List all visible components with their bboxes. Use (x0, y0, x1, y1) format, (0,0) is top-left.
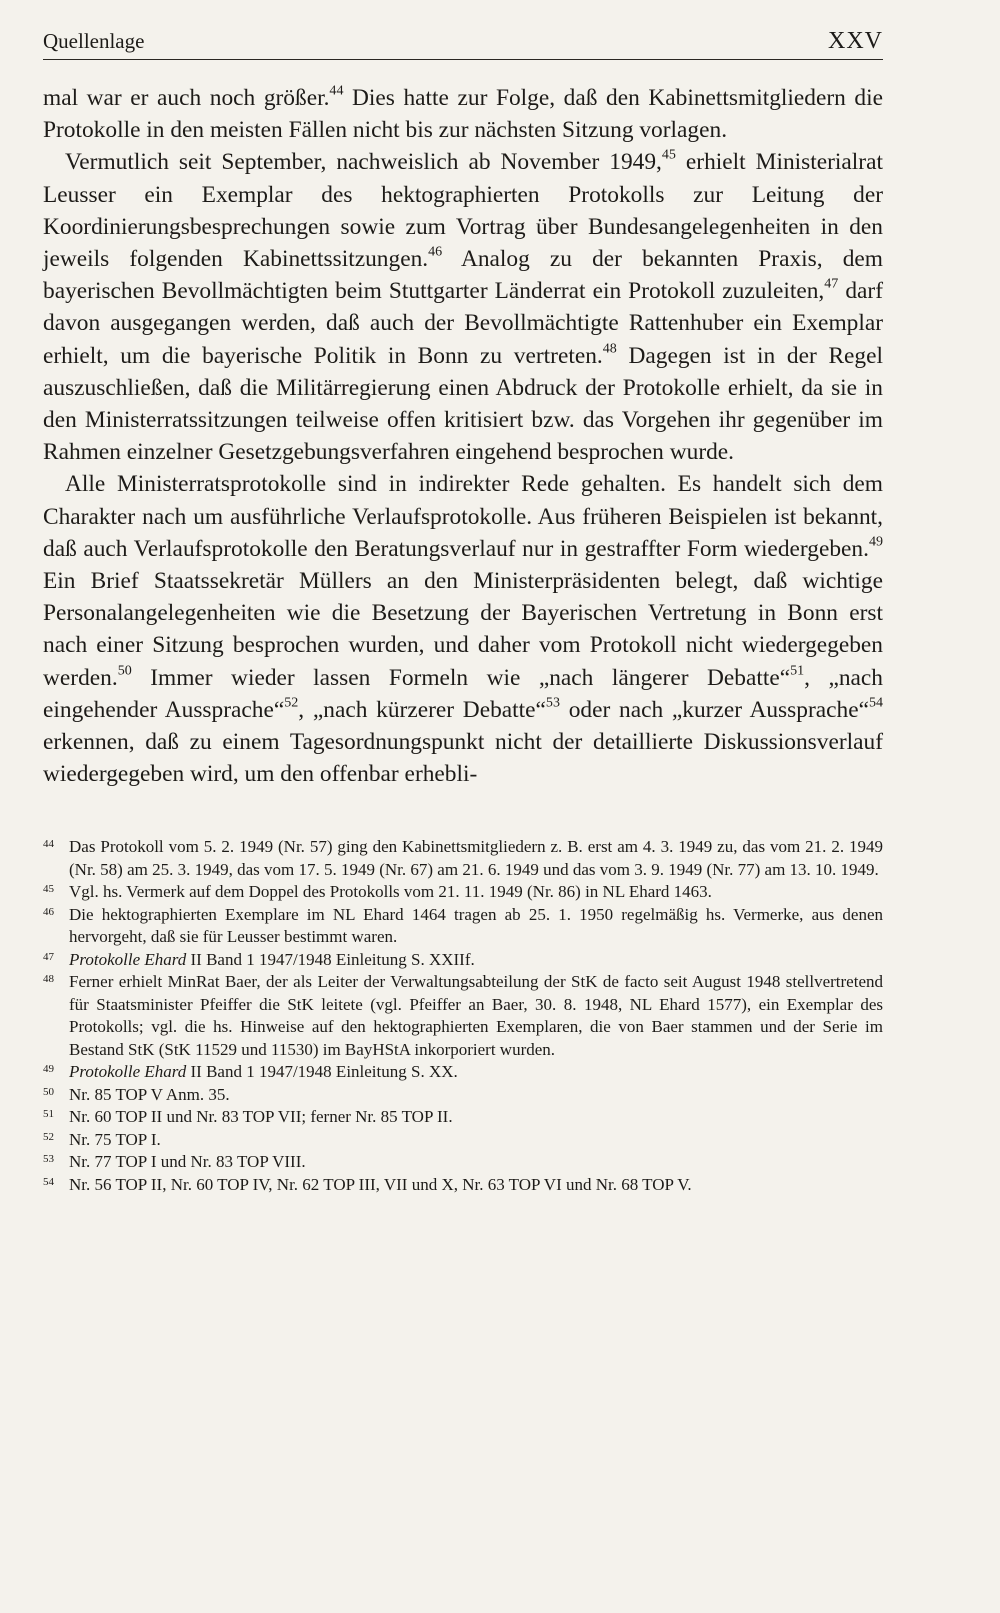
footnote-number: 45 (43, 883, 54, 896)
book-page (43, 28, 883, 1196)
footnote-text: Die hektographierten Exemplare im NL Ehard 1464 tragen ab 25. 1. 1950 regelmäßig hs. Vermerke, aus denen hervorgeht, daß sie für Leusser bestimmt waren. (69, 904, 883, 947)
text-run: , „nach eingehender Aussprache“ (43, 664, 883, 723)
footnote-number: 51 (43, 1108, 54, 1121)
footnote-ref-44[interactable]: 44 (329, 82, 344, 99)
paragraph-1 (43, 82, 883, 146)
footnote-ref-45[interactable]: 45 (661, 146, 676, 163)
main-text (43, 82, 883, 790)
footnote-46 (43, 904, 883, 949)
text-run: Ein Brief Staatssekretär Müllers an den Ministerpräsidenten belegt, daß wichtige Personalangelegenheiten wie die Besetzung der Bayerischen Vertretung in Bonn erst nach einer Sitzung besprochen wurden, und daher vom Protokoll nicht wiedergegeben werden. (43, 568, 883, 691)
footnote-ref-50[interactable]: 50 (117, 662, 132, 679)
text-run: Immer wieder lassen Formeln wie „nach längerer Debatte“ (131, 664, 791, 691)
text-run: oder nach „kurzer Aussprache“ (559, 696, 869, 723)
footnote-ref-47[interactable]: 47 (824, 275, 839, 292)
footnote-ref-53[interactable]: 53 (545, 694, 560, 711)
footnote-ref-46[interactable]: 46 (428, 243, 443, 260)
footnote-ref-52[interactable]: 52 (284, 694, 299, 711)
text-run: mal war er auch noch größer. (43, 85, 330, 111)
footnote-text-rest: II Band 1 1947/1948 Einleitung S. XX. (186, 1062, 458, 1082)
footnote-text (69, 949, 883, 972)
footnote-text: Nr. 77 TOP I und Nr. 83 TOP VIII. (69, 1152, 306, 1172)
footnotes (43, 836, 883, 1196)
footnote-number: 49 (43, 1063, 54, 1076)
text-run: darf davon ausgegangen werden, daß auch der Bevollmächtigte Rattenhuber ein Exemplar erhielt, um die bayerische Politik in Bonn zu vertreten. (43, 278, 883, 369)
text-run: Alle Ministerratsprotokolle sind in indirekter Rede gehalten. Es handelt sich dem Charakter nach um ausführliche Verlaufsprotokolle. Aus früheren Beispielen ist bekannt, daß auch Verlaufsprotokolle den Beratungsverlauf nur in gestraffter Form wiedergeben. (43, 471, 883, 562)
work-title: Protokolle Ehard (69, 1062, 187, 1082)
footnote-number: 52 (43, 1130, 54, 1143)
footnote-number: 53 (43, 1153, 54, 1166)
footnote-47 (43, 949, 883, 972)
footnote-ref-54[interactable]: 54 (868, 694, 883, 711)
text-run: Dies hatte zur Folge, daß den Kabinettsmitgliedern die Protokolle in den meisten Fällen nicht bis zur nächsten Sitzung vorlagen. (43, 85, 883, 144)
footnote-ref-48[interactable]: 48 (602, 340, 617, 357)
text-run: Vermutlich seit September, nachweislich ab November 1949, (65, 149, 662, 176)
footnote-44 (43, 836, 883, 881)
text-run: erkennen, daß zu einem Tagesordnungspunkt nicht der detaillierte Diskussionsverlauf wiedergegeben wird, um den offenbar erhebli- (43, 729, 883, 788)
footnote-52 (43, 1129, 883, 1152)
footnote-text-rest: II Band 1 1947/1948 Einleitung S. XXIIf. (186, 949, 475, 969)
footnote-49 (43, 1061, 883, 1084)
footnote-text: Ferner erhielt MinRat Baer, der als Leiter der Verwaltungsabteilung der StK de facto seit August 1948 stellvertretend für Staatsminister Pfeiffer die StK leitete (vgl. Pfeiffer an Baer, 30. 8. 1948, NL Ehard 1577), ein Exemplar des Protokolls; vgl. die hs. Hinweise auf den hektographierten Exemplaren, die von Baer stammen und der Serie im Bestand StK (StK 11529 und 11530) im BayHStA inkorporiert wurden. (69, 972, 883, 1059)
footnote-number: 50 (43, 1085, 54, 1098)
text-run: Analog zu der bekannten Praxis, dem bayerischen Bevollmächtigten beim Stuttgarter Länderrat ein Protokoll zuzuleiten, (43, 246, 883, 305)
footnote-ref-51[interactable]: 51 (790, 662, 805, 679)
paragraph-3 (43, 468, 883, 790)
footnote-text: Nr. 85 TOP V Anm. 35. (69, 1084, 230, 1104)
footnote-number: 44 (43, 838, 54, 851)
footnote-53 (43, 1151, 883, 1174)
footnote-number: 46 (43, 905, 54, 918)
footnote-number: 54 (43, 1175, 54, 1188)
footnote-text: Nr. 56 TOP II, Nr. 60 TOP IV, Nr. 62 TOP III, VII und X, Nr. 63 TOP VI und Nr. 68 TOP V. (69, 1174, 692, 1194)
running-header (43, 28, 883, 60)
footnote-number: 47 (43, 950, 54, 963)
footnote-50 (43, 1084, 883, 1107)
footnote-text: Nr. 75 TOP I. (69, 1129, 161, 1149)
footnote-48 (43, 971, 883, 1061)
footnote-51 (43, 1106, 883, 1129)
running-title: Quellenlage (43, 29, 145, 53)
text-run: Dagegen ist in der Regel auszuschließen, daß die Militärregierung einen Abdruck der Protokolle erhielt, da sie in den Ministerratssitzungen teilweise offen kritisiert bzw. das Vorgehen ihr gegenüber im Rahmen einzelner Gesetzgebungsverfahren eingehend besprochen wurde. (43, 342, 884, 466)
footnote-text: Das Protokoll vom 5. 2. 1949 (Nr. 57) ging den Kabinettsmitgliedern z. B. erst am 4. 3. 1949 zu, das vom 21. 2. 1949 (Nr. 58) am 25. 3. 1949, das vom 17. 5. 1949 (Nr. 67) am 21. 6. 1949 und das vom 3. 9. 1949 (Nr. 77) am 13. 10. 1949. (69, 837, 883, 879)
footnote-text: Vgl. hs. Vermerk auf dem Doppel des Protokolls vom 21. 11. 1949 (Nr. 86) in NL Ehard 1463. (69, 882, 712, 902)
footnote-number: 48 (43, 973, 54, 986)
footnote-54 (43, 1174, 883, 1197)
footnote-text (69, 1061, 883, 1084)
text-run: erhielt Ministerialrat Leusser ein Exemplar des hektographierten Protokolls zur Leitung der Koordinierungsbesprechungen sowie zum Vortrag über Bundesangelegenheiten in den jeweils folgenden Kabinettssitzungen. (43, 149, 883, 273)
text-run: , „nach kürzerer Debatte“ (298, 696, 546, 723)
paragraph-2 (43, 146, 883, 468)
work-title: Protokolle Ehard (69, 949, 187, 969)
footnote-text: Nr. 60 TOP II und Nr. 83 TOP VII; ferner Nr. 85 TOP II. (69, 1107, 453, 1127)
footnote-45 (43, 881, 883, 904)
footnote-ref-49[interactable]: 49 (868, 533, 883, 550)
page-number: XXV (828, 28, 883, 54)
